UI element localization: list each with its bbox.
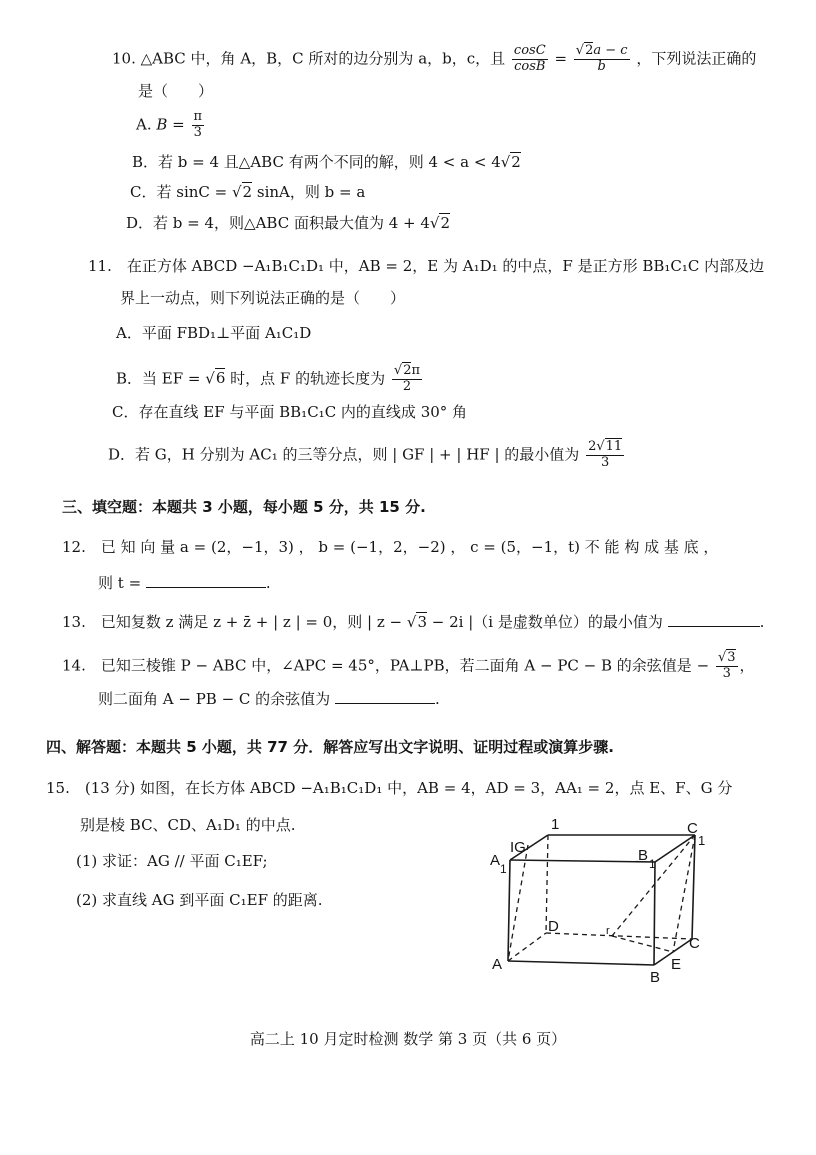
q15-line2: 别是棱 BC、CD、A₁D₁ 的中点. [80, 816, 296, 834]
label-a: A [492, 956, 503, 973]
q10-ratio-root: 2 [585, 43, 594, 58]
label-e: E [671, 956, 682, 973]
q10-option-a [136, 110, 206, 141]
page-footer: 高二上 10 月定时检测 数学 第 3 页（共 6 页） [249, 1030, 567, 1048]
q10-c-text2: sinA，则 b = a [256, 183, 366, 201]
q14-text1: 14. 已知三棱锥 P − ABC 中，∠APC = 45°，PA⊥PB，若二面角 A − PC − B 的余弦值是 − [62, 656, 710, 675]
label-g: IG [510, 839, 526, 856]
q10-number: 10. [112, 49, 136, 68]
q13-text1: 13. 已知复数 z 满足 z + z̄ + | z | = 0，则 | z − [62, 613, 403, 631]
edge-b-b1 [654, 862, 655, 965]
label-d: D [548, 918, 559, 935]
q14-prompt: 则二面角 A − PB − C 的余弦值为 [98, 690, 331, 708]
q14-line2 [98, 689, 440, 708]
q10-a-fraction [192, 110, 205, 141]
q13-text2: − 2i |（i 是虚数单位）的最小值为 [431, 613, 663, 631]
edge-d-c [546, 933, 692, 939]
q12-line2 [98, 573, 271, 592]
q11-b-text2: 时，点 F 的轨迹长度为 [230, 369, 386, 388]
section-4-heading: 四、解答题：本题共 5 小题，共 77 分．解答应写出文字说明、证明过程或演算步骤. [46, 738, 614, 756]
q12-end: . [265, 574, 271, 592]
label-b: B [650, 969, 661, 986]
q11-b-num-rest: π [411, 363, 421, 378]
q10-option-b: B．若 b = 4 且△ABC 有两个不同的解，则 4 < a < 4√2 [132, 153, 521, 171]
cuboid-figure [470, 815, 720, 990]
q10-b-root: 2 [511, 153, 521, 171]
q14-num: √3 [717, 650, 736, 665]
q10-d-root: 2 [440, 214, 451, 232]
q10-stem-tail: ，下列说法正确的 [636, 49, 757, 68]
q10-d-text: D．若 b = 4，则△ABC 面积最大值为 4 + 4 [126, 214, 430, 232]
segment-c1-f [612, 835, 695, 936]
q11-d-num: 2√11 [588, 439, 623, 454]
label-b1: B [638, 847, 649, 864]
q11-option-c: C．存在直线 EF 与平面 BB₁C₁C 内的直线成 30° 角 [112, 403, 468, 421]
edge-a1-b1 [510, 860, 655, 862]
q13-root: 3 [417, 613, 427, 631]
edge-c-c1 [692, 835, 695, 939]
label-a1-sub: 1 [500, 862, 507, 876]
q11-d-num-pre: 2 [588, 439, 597, 454]
vertex-labels [490, 816, 705, 986]
q10-a-den: 3 [193, 124, 202, 140]
edge-b1-c1 [655, 835, 695, 862]
q10-option-c: C．若 sinC = √2 sinA，则 b = a [130, 183, 366, 201]
q10-stem: △ABC 中，角 A，B，C 所对的边分别为 a，b，c，且 [140, 49, 506, 68]
q10-a-text: B = [156, 115, 185, 134]
q11-d-den: 3 [601, 454, 610, 470]
q15-line1: 15. (13 分) 如图，在长方体 ABCD −A₁B₁C₁D₁ 中，AB = 4，AD = 3，AA₁ = 2，点 E、F、G 分 [46, 779, 733, 797]
edge-a-b [508, 961, 654, 965]
q10-equals: = [554, 49, 568, 68]
q11-b-den: 2 [402, 378, 412, 394]
q13-end: . [759, 613, 765, 631]
q10-cos-num: cosC [513, 43, 546, 58]
q11-b-num: √2π [393, 363, 421, 378]
q10-ratio-rest: a − c [593, 43, 628, 58]
q12-prompt: 则 t = [98, 574, 142, 592]
q12-line1: 12. 已 知 向 量 a = (2，−1，3) ， b = (−1，2，−2) ， c = (5，−1，t) 不 能 构 成 基 底 ， [62, 538, 719, 556]
q10-ratio-num: √2a − c [575, 43, 628, 58]
q10-option-d: D．若 b = 4，则△ABC 面积最大值为 4 + 4√2 [126, 214, 451, 232]
section-3-heading: 三、填空题：本题共 3 小题，每小题 5 分，共 15 分. [62, 498, 426, 516]
q10-c-root: 2 [242, 183, 253, 201]
q12-answer-blank[interactable] [146, 573, 266, 588]
q10-cos-fraction [512, 44, 548, 75]
label-f: r [606, 925, 610, 937]
label-a1: A [490, 852, 501, 869]
q10-ratio-fraction [574, 44, 630, 75]
cuboid-edges [508, 835, 695, 965]
q11-d-text: D．若 G，H 分别为 AC₁ 的三等分点，则 | GF | + | HF | 的最小值为 [108, 445, 580, 464]
q10-line1 [112, 44, 756, 75]
q11-b-text1: B．当 EF = [116, 369, 201, 388]
edge-a-d [508, 933, 546, 961]
q11-b-root: 6 [215, 369, 226, 388]
q11-b-num-root: 2 [403, 363, 412, 378]
q11-option-d [108, 440, 626, 471]
q14-den: 3 [722, 665, 731, 681]
q14-fraction [716, 651, 738, 682]
q10-line2: 是（ ） [138, 82, 214, 100]
q11-d-num-root: 11 [605, 439, 623, 454]
q11-option-a: A．平面 FBD₁⊥平面 A₁C₁D [116, 324, 312, 342]
q14-line1 [62, 651, 755, 682]
q11-line2: 界上一动点，则下列说法正确的是（ ） [120, 289, 406, 307]
q10-a-num: π [193, 109, 203, 124]
q14-num-root: 3 [727, 650, 736, 665]
label-b1-sub: 1 [649, 857, 656, 871]
q15-part1: (1) 求证：AG // 平面 C₁EF; [76, 852, 268, 870]
label-c1: C [687, 820, 698, 837]
q13-answer-blank[interactable] [668, 612, 760, 627]
edge-a-a1 [508, 860, 510, 961]
q11-d-fraction [586, 440, 624, 471]
q10-ratio-den: b [597, 58, 606, 74]
q15-part2: (2) 求直线 AG 到平面 C₁EF 的距离. [76, 891, 323, 909]
segment-ag [508, 845, 528, 961]
q14-end: . [434, 690, 440, 708]
q13-line: 13. 已知复数 z 满足 z + z̄ + | z | = 0，则 | z − √3 − 2i |（i 是虚数单位）的最小值为 . [62, 613, 765, 631]
q14-tail: ， [739, 656, 755, 675]
label-top-1: 1 [551, 816, 560, 833]
q10-a-label: A. [136, 115, 152, 134]
q10-c-text1: C．若 sinC = [130, 183, 228, 201]
q11-b-fraction [392, 364, 422, 395]
q10-cos-den: cosB [514, 58, 546, 74]
label-c: C [689, 935, 700, 952]
q10-b-text: B．若 b = 4 且△ABC 有两个不同的解，则 4 < a < 4 [132, 153, 501, 171]
q11-line1: 11. 在正方体 ABCD −A₁B₁C₁D₁ 中，AB = 2，E 为 A₁D₁ 的中点，F 是正方形 BB₁C₁C 内部及边 [88, 257, 765, 275]
q14-answer-blank[interactable] [335, 689, 435, 704]
q11-option-b: B．当 EF = √6 时，点 F 的轨迹长度为 $\frac{√2\pi}{2}$ [116, 363, 421, 394]
label-c1-sub: 1 [698, 833, 706, 848]
